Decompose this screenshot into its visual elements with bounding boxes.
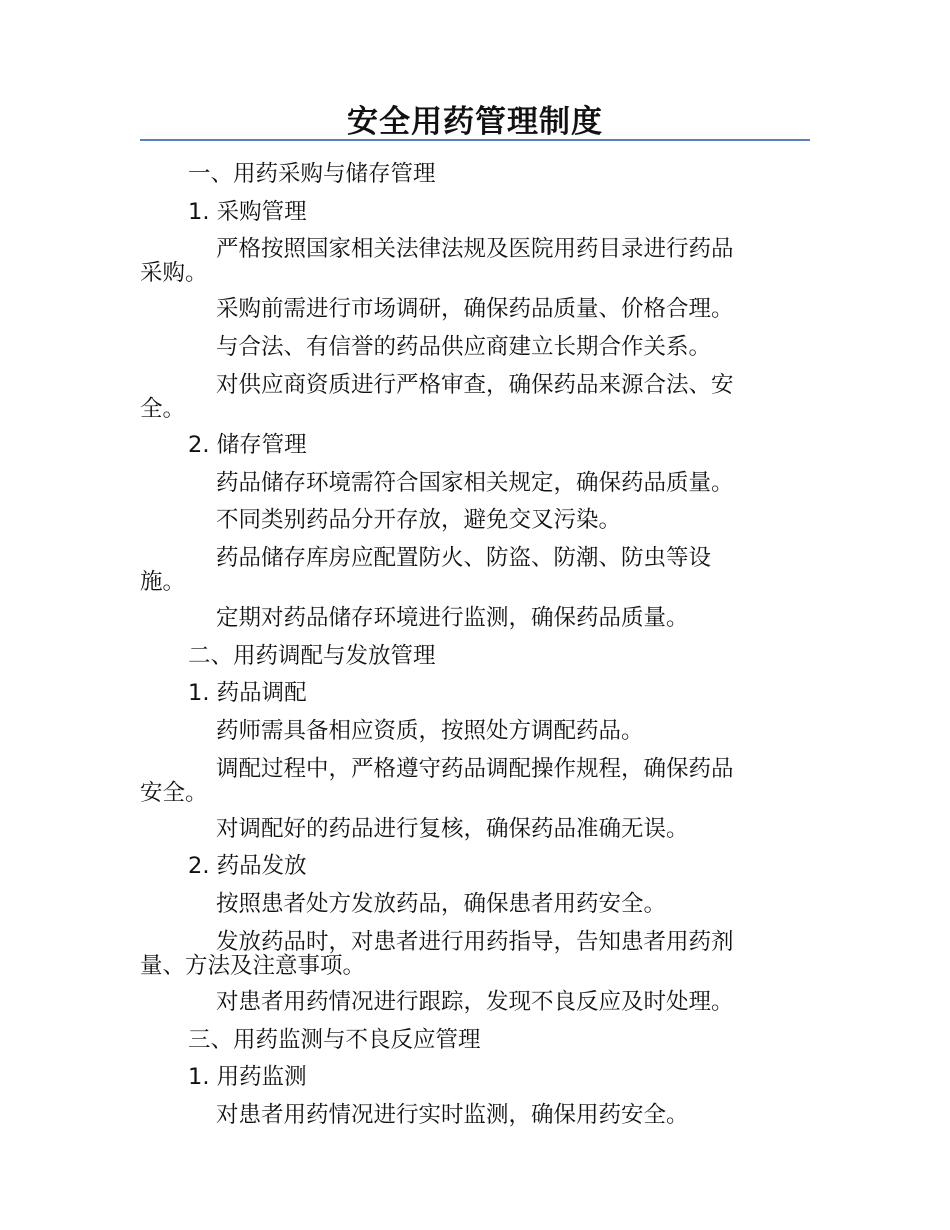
paragraph-line: 严格按照国家相关法律法规及医院用药目录进行药品 bbox=[216, 236, 734, 263]
title-underline bbox=[140, 139, 810, 141]
paragraph-line: 发放药品时，对患者进行用药指导，告知患者用药剂 bbox=[216, 928, 734, 955]
section-heading: 三、用药监测与不良反应管理 bbox=[188, 1026, 481, 1053]
paragraph-line: 对调配好的药品进行复核，确保药品准确无误。 bbox=[216, 815, 689, 842]
paragraph-wrapped bbox=[140, 751, 790, 811]
subsection-heading: 1. 采购管理 bbox=[188, 198, 307, 225]
paragraph-line: 不同类别药品分开存放，避免交叉污染。 bbox=[216, 507, 622, 534]
document-body bbox=[140, 156, 790, 1135]
subsection-heading: 2. 储存管理 bbox=[188, 431, 307, 458]
paragraph-wrapped bbox=[140, 367, 790, 427]
paragraph-line: 药师需具备相应资质，按照处方调配药品。 bbox=[216, 718, 644, 745]
paragraph-continuation: 量、方法及注意事项。 bbox=[140, 952, 366, 979]
paragraph-continuation: 施。 bbox=[140, 568, 186, 595]
paragraph-continuation: 采购。 bbox=[140, 260, 208, 287]
paragraph-line: 与合法、有信誉的药品供应商建立长期合作关系。 bbox=[216, 334, 712, 361]
paragraph-line: 调配过程中，严格遵守药品调配操作规程，确保药品 bbox=[216, 755, 734, 782]
section-heading: 一、用药采购与储存管理 bbox=[188, 161, 436, 187]
paragraph-line: 采购前需进行市场调研，确保药品质量、价格合理。 bbox=[216, 296, 734, 323]
subsection-heading: 1. 药品调配 bbox=[188, 680, 307, 707]
paragraph-line: 对供应商资质进行严格审查，确保药品来源合法、安 bbox=[216, 371, 734, 398]
paragraph-wrapped bbox=[140, 231, 790, 291]
paragraph-line: 对患者用药情况进行跟踪，发现不良反应及时处理。 bbox=[216, 988, 734, 1015]
paragraph-continuation: 全。 bbox=[140, 395, 186, 422]
paragraph-wrapped bbox=[140, 540, 790, 600]
paragraph-line: 药品储存库房应配置防火、防盗、防潮、防虫等设 bbox=[216, 544, 712, 571]
page-title: 安全用药管理制度 bbox=[347, 104, 603, 140]
paragraph-continuation: 安全。 bbox=[140, 779, 208, 806]
paragraph-line: 对患者用药情况进行实时监测，确保用药安全。 bbox=[216, 1101, 689, 1128]
paragraph-line: 药品储存环境需符合国家相关规定，确保药品质量。 bbox=[216, 469, 734, 496]
paragraph-wrapped bbox=[140, 924, 790, 984]
section-heading: 二、用药调配与发放管理 bbox=[188, 642, 436, 669]
subsection-heading: 2. 药品发放 bbox=[188, 853, 307, 880]
paragraph-line: 定期对药品储存环境进行监测，确保药品质量。 bbox=[216, 604, 689, 631]
paragraph-line: 按照患者处方发放药品，确保患者用药安全。 bbox=[216, 891, 667, 918]
subsection-heading: 1. 用药监测 bbox=[188, 1064, 307, 1091]
